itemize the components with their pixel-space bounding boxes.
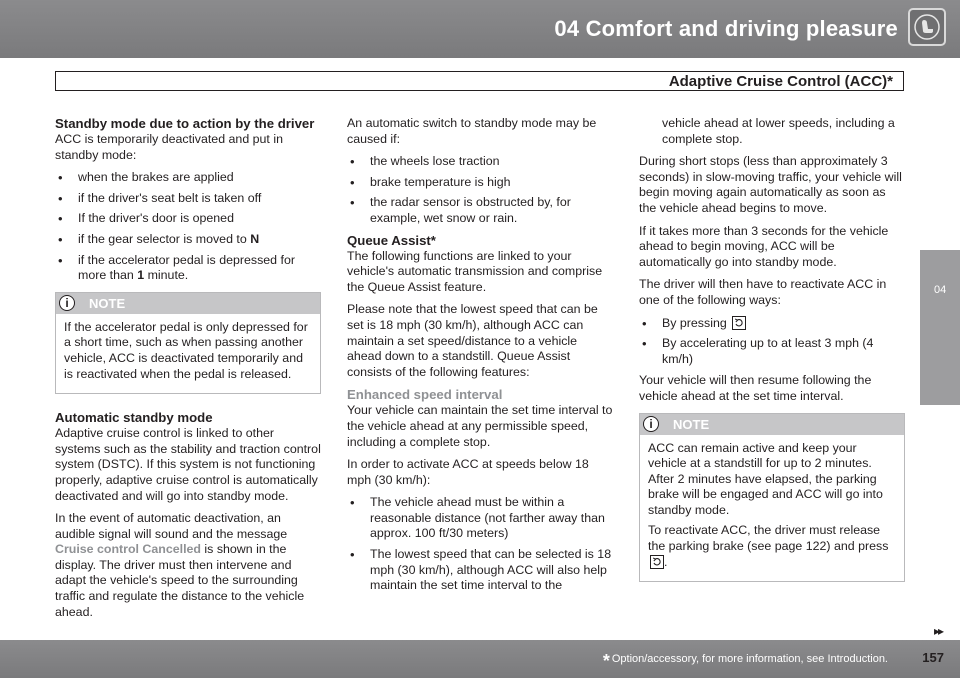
paragraph: In order to activate ACC at speeds below 18 mph (30 km/h):	[347, 457, 589, 487]
seat-icon	[908, 8, 946, 46]
bullet-list	[639, 316, 905, 368]
footer-note	[603, 652, 888, 670]
column-1	[55, 116, 321, 627]
chapter-header	[0, 0, 960, 58]
paragraph	[55, 511, 321, 620]
list-item: • if the driver's seat belt is taken off	[55, 191, 321, 207]
list-item: • the wheels lose traction	[347, 154, 613, 170]
list-item: • the radar sensor is obstructed by, for example, wet snow or rain.	[347, 195, 613, 226]
heading-enhanced-speed: Enhanced speed interval	[347, 387, 503, 403]
paragraph: Your vehicle will then resume following the vehicle ahead at the set time interval.	[639, 373, 872, 403]
note-header	[640, 414, 904, 435]
paragraph: ACC is temporarily deactivated and put in standby mode:	[55, 132, 283, 162]
note-text	[648, 523, 896, 570]
note-body	[640, 441, 904, 571]
info-icon: i	[643, 416, 659, 432]
info-icon: i	[59, 295, 75, 311]
note-text-part: To reactivate ACC, the driver must release the parking brake (see page 122) and press	[648, 523, 889, 554]
list-item: • when the brakes are applied	[55, 170, 321, 186]
heading-standby-driver: Standby mode due to action by the driver	[55, 116, 315, 131]
list-item-text: if the gear selector is moved to	[78, 231, 251, 246]
note-label: NOTE	[89, 295, 126, 311]
note-label: NOTE	[673, 416, 710, 432]
bullet-list	[55, 170, 321, 284]
list-item: • The lowest speed that can be selected is 18 mph (30 km/h), although ACC will also help maintain the set time interval to the	[347, 547, 613, 594]
paragraph-text: In the event of automatic deactivation, an audible signal will sound and the message	[55, 511, 288, 541]
footer-note-text: Option/accessory, for more information, see Introduction.	[611, 653, 888, 665]
list-item: • brake temperature is high	[347, 175, 613, 191]
resume-icon	[650, 555, 664, 569]
paragraph: Adaptive cruise control is linked to other systems such as the stability and traction control system (DSTC). If this system is not functioning properly, adaptive cruise control is automatically deactivated and will go into standby mode.	[55, 426, 321, 503]
page-footer	[0, 640, 960, 678]
list-item-text: minute.	[144, 268, 189, 283]
paragraph-text: is shown in the display. The driver must then intervene and adapt the vehicle's speed to the surrounding traffic and regulate the distance to the vehicle ahead.	[55, 542, 305, 619]
list-item	[55, 253, 321, 284]
note-box	[55, 292, 321, 394]
column-2	[347, 116, 613, 600]
list-item-continued: vehicle ahead at lower speeds, including a complete stop.	[662, 116, 895, 146]
paragraph: The following functions are linked to your vehicle's automatic transmission and comprise the Queue Assist feature.	[347, 248, 603, 294]
note-box	[639, 413, 905, 583]
bullet-list	[347, 495, 613, 594]
note-header	[56, 293, 320, 314]
chapter-side-tab[interactable]	[920, 250, 960, 405]
display-message: Cruise control Cancelled	[55, 542, 201, 557]
resume-icon	[732, 316, 746, 330]
list-item: • The vehicle ahead must be within a reasonable distance (not farther away than approx. 100 ft/30 meters)	[347, 495, 613, 542]
gear-position: N	[250, 231, 260, 246]
list-item-text: By pressing	[662, 315, 727, 330]
paragraph: During short stops (less than approximately 3 seconds) in slow-moving traffic, your vehicle will begin moving again automatically as soon as the vehicle ahead begins to move.	[639, 154, 902, 215]
heading-queue-assist: Queue Assist*	[347, 232, 436, 248]
list-item	[639, 316, 905, 332]
list-item-text: if the accelerator pedal is depressed for more than	[78, 252, 295, 283]
note-text: If the accelerator pedal is only depressed for a short time, such as when passing another vehicle, ACC is deactivated temporarily and is reactivated when the pedal is released.	[64, 319, 308, 381]
list-item: • By accelerating up to at least 3 mph (4 km/h)	[639, 336, 905, 367]
section-bar	[55, 71, 904, 91]
minute-count: 1	[137, 268, 145, 283]
page-number: 157	[922, 650, 944, 665]
note-text: ACC can remain active and keep your vehicle at a standstill for up to 2 minutes. After 2 minutes have elapsed, the parking brake will be engaged and ACC will go into standby mode.	[648, 440, 883, 517]
paragraph: An automatic switch to standby mode may be caused if:	[347, 116, 597, 146]
paragraph: Please note that the lowest speed that can be set is 18 mph (30 km/h), although ACC can maintain a set speed/distance to a vehicle ahead down to a standstill. Queue Assist consists of the following features:	[347, 302, 598, 379]
list-item	[55, 232, 321, 248]
paragraph: Your vehicle can maintain the set time interval to the vehicle ahead at any permissible speed, including a complete stop.	[347, 403, 613, 449]
heading-automatic-standby: Automatic standby mode	[55, 410, 213, 426]
section-title: Adaptive Cruise Control (ACC)*	[668, 73, 893, 90]
footer-asterisk: *	[602, 651, 610, 671]
bullet-list	[347, 154, 613, 226]
paragraph: If it takes more than 3 seconds for the vehicle ahead to begin moving, ACC will be automatically go into standby mode.	[639, 223, 889, 269]
paragraph: The driver will then have to reactivate ACC in one of the following ways:	[639, 277, 887, 307]
note-body	[56, 320, 320, 382]
next-page-arrow-icon: ▸▸	[933, 624, 942, 638]
chapter-title: 04 Comfort and driving pleasure	[554, 16, 898, 41]
note-text-end: .	[664, 554, 668, 569]
list-item: • If the driver's door is opened	[55, 211, 321, 227]
side-tab-label: 04	[934, 284, 947, 296]
column-3	[639, 116, 905, 598]
